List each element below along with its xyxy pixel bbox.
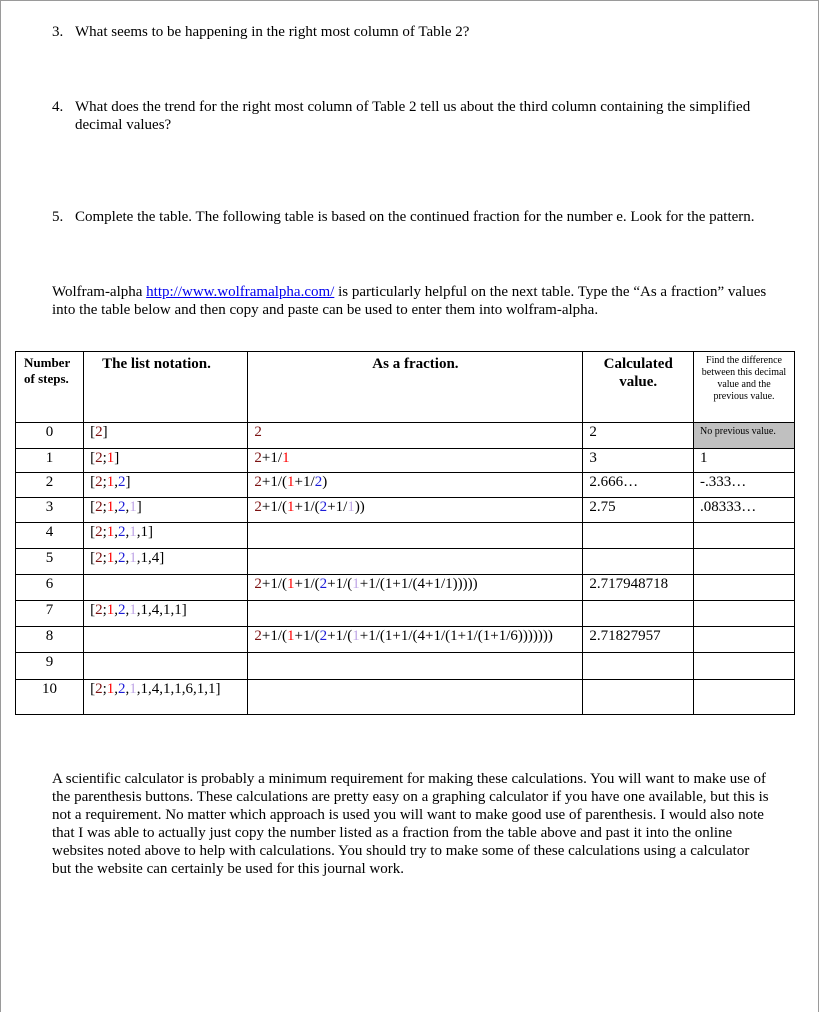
steps-cell[interactable]: 3 xyxy=(16,498,84,523)
difference-cell[interactable] xyxy=(694,680,795,715)
question-3 xyxy=(52,23,772,41)
fraction-cell[interactable] xyxy=(248,449,583,473)
colored-term: 1 xyxy=(106,602,115,618)
colored-term: +1/( xyxy=(294,576,320,592)
colored-term: ; xyxy=(102,681,107,697)
colored-term: 2 xyxy=(319,628,328,644)
colored-term: 2 xyxy=(118,550,126,566)
list-notation-cell[interactable] xyxy=(84,680,248,715)
colored-term: ] xyxy=(125,474,131,490)
calculated-value-cell[interactable]: 2.717948718 xyxy=(583,575,694,601)
colored-term: , xyxy=(125,499,130,515)
list-notation-cell[interactable] xyxy=(84,423,248,449)
list-notation-cell[interactable] xyxy=(84,575,248,601)
colored-term: 2 xyxy=(118,602,126,618)
colored-term: 1 xyxy=(129,499,137,515)
colored-term: 2 xyxy=(254,628,262,644)
wolfram-link[interactable]: http://www.wolframalpha.com/ xyxy=(146,284,335,300)
calculated-value-cell[interactable]: 2.75 xyxy=(583,498,694,523)
colored-term: 1 xyxy=(287,628,295,644)
colored-term: 1 xyxy=(106,450,115,466)
fraction-cell[interactable] xyxy=(248,549,583,575)
calculated-value-cell[interactable] xyxy=(583,523,694,549)
steps-cell[interactable]: 9 xyxy=(16,653,84,680)
colored-term: ,1,4] xyxy=(136,550,165,566)
steps-cell[interactable]: 4 xyxy=(16,523,84,549)
difference-cell[interactable] xyxy=(694,601,795,627)
question-text: Complete the table. The following table is based on the continued fraction for the number e. Look for the pattern. xyxy=(75,209,755,225)
colored-term: ,1,4,1,1] xyxy=(136,602,187,618)
closing-paragraph: A scientific calculator is probably a minimum requirement for making these calculations. You will want to make use of the parenthesis buttons. These calculations are pretty easy on a graphing calculator if you have one available, but this is not a requirement. No matter which approach is used you will want to make good use of parenthesis. I would also note that I was able to actually just copy the number listed as a fraction from the table above and past it into the online websites noted above to help with calculations. You should try to make some of these calculations using a calculator but the website can certainly be used for this journal work. xyxy=(52,771,769,877)
question-number: 3. xyxy=(52,24,64,40)
colored-term: +1/ xyxy=(327,499,348,515)
table-row xyxy=(16,523,795,549)
fraction-cell[interactable] xyxy=(248,653,583,680)
colored-term: +1/( xyxy=(294,499,320,515)
calculated-value-cell[interactable]: 2.71827957 xyxy=(583,627,694,653)
colored-term: ; xyxy=(102,524,107,540)
colored-term: +1/( xyxy=(327,576,353,592)
fraction-cell[interactable] xyxy=(248,473,583,498)
colored-term: , xyxy=(125,602,130,618)
list-notation-cell[interactable] xyxy=(84,653,248,680)
colored-term: 1 xyxy=(106,524,115,540)
fraction-cell[interactable] xyxy=(248,680,583,715)
colored-term: 2 xyxy=(95,450,103,466)
colored-term: , xyxy=(114,499,119,515)
colored-term: 2 xyxy=(95,602,103,618)
fraction-cell[interactable] xyxy=(248,601,583,627)
colored-term: 1 xyxy=(352,628,360,644)
colored-term: 1 xyxy=(106,499,115,515)
colored-term: ,1] xyxy=(136,524,154,540)
steps-cell[interactable]: 2 xyxy=(16,473,84,498)
list-notation-cell[interactable] xyxy=(84,601,248,627)
table-row xyxy=(16,601,795,627)
colored-term: ; xyxy=(102,450,107,466)
colored-term: +1/( xyxy=(294,628,320,644)
header-steps: Number of steps. xyxy=(16,352,84,423)
colored-term: 1 xyxy=(352,576,360,592)
colored-term: ; xyxy=(102,602,107,618)
colored-term: ; xyxy=(102,499,107,515)
difference-cell[interactable]: .08333… xyxy=(694,498,795,523)
list-notation-cell[interactable] xyxy=(84,473,248,498)
colored-term: , xyxy=(114,524,119,540)
difference-cell[interactable]: No previous value. xyxy=(694,423,795,449)
steps-cell[interactable]: 10 xyxy=(16,680,84,715)
list-notation-cell[interactable] xyxy=(84,549,248,575)
colored-term: 2 xyxy=(118,499,126,515)
question-4 xyxy=(52,98,772,134)
colored-term: [ xyxy=(90,550,96,566)
colored-term: +1/( xyxy=(327,628,353,644)
colored-term: 2 xyxy=(95,474,103,490)
steps-cell[interactable]: 6 xyxy=(16,575,84,601)
colored-term: 2 xyxy=(118,681,126,697)
calculated-value-cell[interactable]: 2.666… xyxy=(583,473,694,498)
colored-term: 2 xyxy=(254,424,262,440)
colored-term: [ xyxy=(90,424,96,440)
list-notation-cell[interactable] xyxy=(84,627,248,653)
colored-term: 2 xyxy=(254,499,262,515)
colored-term: 2 xyxy=(118,474,126,490)
calculated-value-cell[interactable] xyxy=(583,549,694,575)
wolfram-text-before: Wolfram-alpha xyxy=(52,284,147,300)
colored-term: 1 xyxy=(106,474,115,490)
colored-term: 1 xyxy=(129,524,137,540)
list-notation-cell[interactable] xyxy=(84,523,248,549)
colored-term: 2 xyxy=(314,474,323,490)
colored-term: 2 xyxy=(319,576,328,592)
wolfram-text-after: is particularly helpful on the next table. Type the “As a fraction” values into the table below and then copy and paste can be used to enter them into wolfram-alpha. xyxy=(52,284,767,318)
colored-term: 1 xyxy=(129,602,137,618)
fraction-cell[interactable] xyxy=(248,498,583,523)
calculated-value-cell[interactable] xyxy=(583,601,694,627)
colored-term: 2 xyxy=(95,424,103,440)
colored-term: , xyxy=(114,474,119,490)
colored-term: [ xyxy=(90,681,96,697)
difference-cell[interactable] xyxy=(694,523,795,549)
colored-term: 2 xyxy=(254,576,262,592)
calculated-value-cell[interactable] xyxy=(583,653,694,680)
question-text: What seems to be happening in the right most column of Table 2? xyxy=(75,24,470,40)
colored-term: ] xyxy=(114,450,120,466)
colored-term: ; xyxy=(102,474,107,490)
table-row xyxy=(16,575,795,601)
difference-cell[interactable]: 1 xyxy=(694,449,795,473)
header-difference: Find the difference between this decimal value and the previous value. xyxy=(694,352,795,423)
difference-cell[interactable] xyxy=(694,627,795,653)
colored-term: +1/ xyxy=(261,450,283,466)
colored-term: ) xyxy=(322,474,328,490)
colored-term: [ xyxy=(90,499,96,515)
fraction-cell[interactable] xyxy=(248,423,583,449)
colored-term: 1 xyxy=(347,499,355,515)
colored-term: +1/( xyxy=(261,576,288,592)
colored-term: 1 xyxy=(287,576,295,592)
question-number: 4. xyxy=(52,99,64,115)
table-header-row xyxy=(16,352,795,423)
fraction-cell[interactable] xyxy=(248,627,583,653)
table-row xyxy=(16,680,795,715)
steps-cell[interactable]: 8 xyxy=(16,627,84,653)
colored-term: ; xyxy=(102,550,107,566)
table-row xyxy=(16,627,795,653)
difference-cell[interactable] xyxy=(694,549,795,575)
table-row xyxy=(16,449,795,473)
colored-term: +1/( xyxy=(261,499,288,515)
colored-term: +1/ xyxy=(294,474,315,490)
colored-term: 1 xyxy=(287,474,295,490)
calculated-value-cell[interactable]: 2 xyxy=(583,423,694,449)
list-notation-cell[interactable] xyxy=(84,498,248,523)
steps-cell[interactable]: 5 xyxy=(16,549,84,575)
difference-cell[interactable] xyxy=(694,653,795,680)
colored-term: 2 xyxy=(95,681,103,697)
header-calculated: Calculated value. xyxy=(583,352,694,423)
colored-term: 2 xyxy=(95,550,103,566)
colored-term: 2 xyxy=(118,524,126,540)
colored-term: +1/( xyxy=(261,474,288,490)
colored-term: 1 xyxy=(287,499,295,515)
colored-term: 1 xyxy=(129,681,137,697)
table-row xyxy=(16,423,795,449)
steps-cell[interactable]: 7 xyxy=(16,601,84,627)
steps-cell[interactable]: 1 xyxy=(16,449,84,473)
table-row xyxy=(16,473,795,498)
colored-term: +1/( xyxy=(261,628,288,644)
table-row xyxy=(16,498,795,523)
colored-term: )) xyxy=(354,499,365,515)
colored-term: ] xyxy=(102,424,108,440)
difference-cell[interactable] xyxy=(694,575,795,601)
continued-fraction-table xyxy=(15,351,795,715)
header-fraction: As a fraction. xyxy=(248,352,583,423)
colored-term: ] xyxy=(136,499,142,515)
colored-term: 1 xyxy=(129,550,137,566)
colored-term: , xyxy=(125,524,130,540)
colored-term: [ xyxy=(90,524,96,540)
colored-term: 2 xyxy=(254,474,262,490)
colored-term: [ xyxy=(90,474,96,490)
colored-term: 2 xyxy=(95,524,103,540)
question-number: 5. xyxy=(52,209,64,225)
table-row xyxy=(16,653,795,680)
colored-term: [ xyxy=(90,602,96,618)
question-5 xyxy=(52,208,772,226)
colored-term: [ xyxy=(90,450,96,466)
colored-term: , xyxy=(125,550,130,566)
question-text: What does the trend for the right most column of Table 2 tell us about the third column containing the simplified decimal values? xyxy=(75,99,751,133)
table-row xyxy=(16,549,795,575)
difference-cell[interactable]: -.333… xyxy=(694,473,795,498)
colored-term: , xyxy=(114,550,119,566)
wolfram-paragraph xyxy=(52,283,772,319)
fraction-cell[interactable] xyxy=(248,575,583,601)
colored-term: 2 xyxy=(254,450,262,466)
header-list-notation: The list notation. xyxy=(84,352,248,423)
colored-term: 2 xyxy=(95,499,103,515)
calculated-value-cell[interactable] xyxy=(583,680,694,715)
colored-term: ,1,4,1,1,6,1,1] xyxy=(136,681,221,697)
colored-term: 1 xyxy=(282,450,290,466)
steps-cell[interactable]: 0 xyxy=(16,423,84,449)
colored-term: 1 xyxy=(106,681,115,697)
colored-term: , xyxy=(114,602,119,618)
colored-term: , xyxy=(125,681,130,697)
fraction-cell[interactable] xyxy=(248,523,583,549)
colored-term: +1/(1+1/(4+1/1))))) xyxy=(359,576,478,592)
colored-term: 2 xyxy=(319,499,328,515)
colored-term: +1/(1+1/(4+1/(1+1/(1+1/6))))))) xyxy=(359,628,553,644)
calculated-value-cell[interactable]: 3 xyxy=(583,449,694,473)
colored-term: , xyxy=(114,681,119,697)
colored-term: 1 xyxy=(106,550,115,566)
list-notation-cell[interactable] xyxy=(84,449,248,473)
